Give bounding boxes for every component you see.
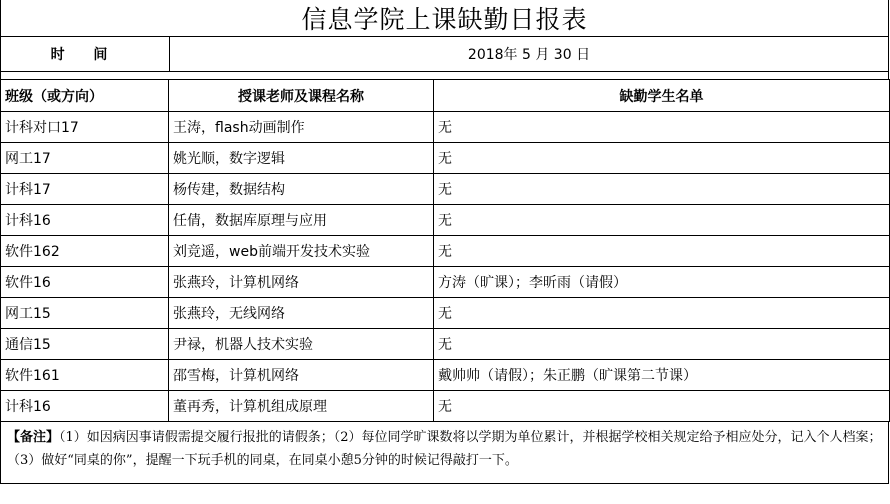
table-header-row bbox=[1, 80, 890, 112]
class-cell: 计科16 bbox=[1, 205, 169, 236]
time-label: 时 间 bbox=[1, 37, 170, 71]
remarks-text: （1）如因病因事请假需提交履行报批的请假条；（2）每位同学旷课数将以学期为单位累计，并根据学校相关规定给予相应处分，记入个人档案；（3）做好“同桌的你”，提醒一下玩手机的同桌，在同桌小憩5分钟的时候记得敲打一下。 bbox=[7, 430, 882, 468]
table-row bbox=[1, 236, 890, 267]
course-cell: 刘竞遥，web前端开发技术实验 bbox=[169, 236, 434, 267]
table-row bbox=[1, 205, 890, 236]
absent-list-cell: 无 bbox=[434, 329, 890, 360]
absent-list-cell: 无 bbox=[434, 174, 890, 205]
class-cell: 网工15 bbox=[1, 298, 169, 329]
class-cell: 软件16 bbox=[1, 267, 169, 298]
course-cell: 任倩，数据库原理与应用 bbox=[169, 205, 434, 236]
course-cell: 董再秀，计算机组成原理 bbox=[169, 391, 434, 422]
remarks bbox=[0, 422, 889, 484]
absent-list-cell: 戴帅帅（请假）；朱正鹏（旷课第二节课） bbox=[434, 360, 890, 391]
class-cell: 计科17 bbox=[1, 174, 169, 205]
table-row bbox=[1, 174, 890, 205]
absent-list-cell: 无 bbox=[434, 143, 890, 174]
class-cell: 网工17 bbox=[1, 143, 169, 174]
absent-list-cell: 无 bbox=[434, 298, 890, 329]
class-cell: 软件162 bbox=[1, 236, 169, 267]
attendance-table bbox=[0, 79, 890, 422]
absent-list-cell: 无 bbox=[434, 205, 890, 236]
spacer-row bbox=[0, 72, 889, 79]
class-cell: 软件161 bbox=[1, 360, 169, 391]
column-header-course: 授课老师及课程名称 bbox=[169, 80, 434, 112]
course-cell: 邵雪梅，计算机网络 bbox=[169, 360, 434, 391]
absent-list-cell: 方涛（旷课）；李昕雨（请假） bbox=[434, 267, 890, 298]
date-row bbox=[0, 36, 889, 72]
absent-list-cell: 无 bbox=[434, 236, 890, 267]
class-cell: 计科16 bbox=[1, 391, 169, 422]
table-row bbox=[1, 329, 890, 360]
report-date: 2018年 5 月 30 日 bbox=[467, 47, 591, 63]
table-row bbox=[1, 360, 890, 391]
table-row bbox=[1, 143, 890, 174]
absent-list-cell: 无 bbox=[434, 391, 890, 422]
absent-list-cell: 无 bbox=[434, 112, 890, 143]
course-cell: 尹禄，机器人技术实验 bbox=[169, 329, 434, 360]
table-row bbox=[1, 267, 890, 298]
remarks-label: 【备注】 bbox=[7, 430, 60, 445]
course-cell: 张燕玲，无线网络 bbox=[169, 298, 434, 329]
course-cell: 姚光顺，数字逻辑 bbox=[169, 143, 434, 174]
column-header-class: 班级（或方向） bbox=[1, 80, 169, 112]
table-row bbox=[1, 112, 890, 143]
table-row bbox=[1, 391, 890, 422]
table-row bbox=[1, 298, 890, 329]
class-cell: 计科对口17 bbox=[1, 112, 169, 143]
course-cell: 张燕玲，计算机网络 bbox=[169, 267, 434, 298]
column-header-absent: 缺勤学生名单 bbox=[434, 80, 890, 112]
class-cell: 通信15 bbox=[1, 329, 169, 360]
course-cell: 杨传建，数据结构 bbox=[169, 174, 434, 205]
course-cell: 王涛，flash动画制作 bbox=[169, 112, 434, 143]
report-title: 信息学院上课缺勤日报表 bbox=[0, 0, 889, 36]
